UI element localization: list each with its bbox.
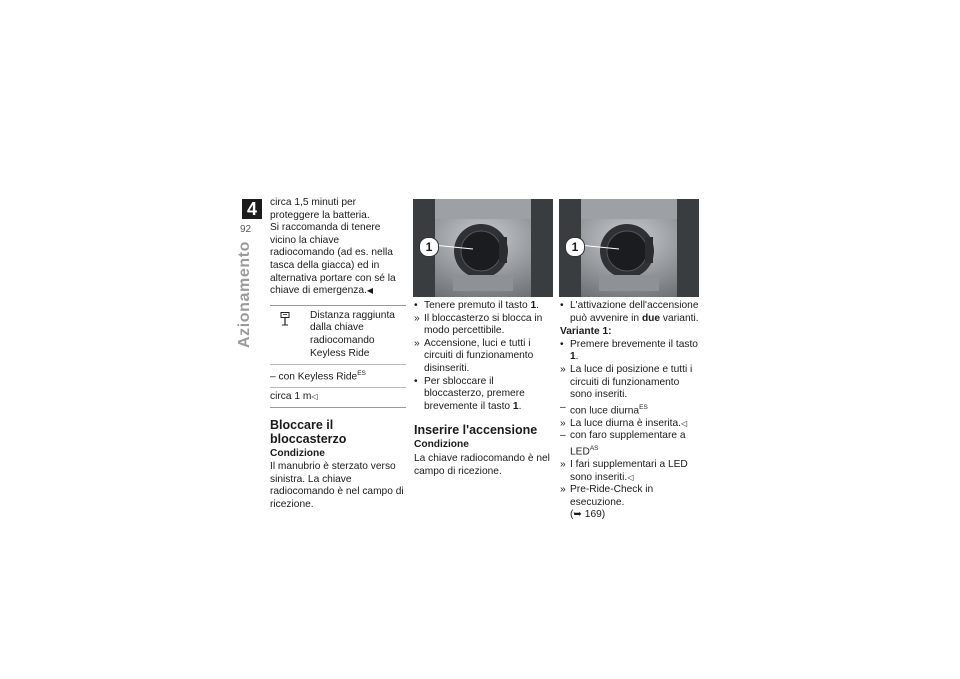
column-3: [560, 300, 700, 522]
list-item: » I fari supplementari a LED sono inseriti.◁: [560, 458, 688, 483]
list-item: » La luce di posizione e tutti i circuiti di funzionamento sono inseriti.: [560, 363, 693, 401]
condition-heading: Condizione: [270, 447, 325, 459]
section-heading: Bloccare il bloccasterzo: [270, 417, 347, 446]
list-item: • Per sbloccare il bloccasterzo, premere brevemente il tasto 1.: [414, 375, 525, 412]
chapter-title: Azionamento: [236, 240, 253, 348]
step-list: [560, 339, 700, 522]
key-fob-icon: [280, 312, 290, 326]
intro-list: [560, 300, 700, 325]
variant-heading: Variante 1:: [560, 326, 612, 338]
figure-label: 1: [419, 237, 439, 257]
paragraph: Il manubrio è sterzato verso sinistra. La chiave radiocomando è nel campo di ricezione.: [270, 461, 404, 511]
list-item: – con faro supplementare a $LED^{AS}$: [560, 430, 686, 458]
spec-box: [270, 305, 406, 408]
list-item: » Il bloccasterzo si blocca in modo percettibile.: [414, 312, 543, 337]
list-item: • Tenere premuto il tasto 1.: [414, 300, 539, 311]
arrow-right-icon: ➥: [573, 509, 582, 521]
paragraph: Si raccomanda di tenere vicino la chiave radiocomando (ad es. nella tasca della giacca) ed in alternativa portare con sé la chiave di emergenza.◀: [270, 222, 396, 297]
spec-value: circa 1 m◁: [270, 387, 406, 407]
list-item: • L'attivazione dell'accensione può avvenire in due varianti.: [560, 300, 699, 324]
end-triangle-icon: ◁: [311, 392, 318, 402]
spec-condition: – con Keyless Ride$^{ES}$: [270, 364, 406, 387]
column-1: [270, 197, 406, 512]
condition-heading: Condizione: [414, 439, 469, 451]
spec-title: Distanza raggiunta dalla chiave radiocomando Keyless Ride: [310, 309, 395, 359]
end-triangle-icon: ◁: [627, 472, 634, 482]
paragraph: La chiave radiocomando è nel campo di ricezione.: [414, 452, 550, 477]
section-heading: Inserire l'accensione: [414, 423, 538, 438]
list-item: » La luce diurna è inserita.◁: [560, 417, 688, 429]
end-triangle-icon: ◀: [366, 286, 373, 296]
column-2: [414, 300, 552, 478]
page-reference[interactable]: (➥ 169): [570, 509, 606, 521]
chapter-number: 4: [242, 199, 262, 219]
paragraph: circa 1,5 minuti per proteggere la batteria.: [270, 197, 370, 221]
list-item: – con luce diurna$^{ES}$: [560, 401, 648, 417]
end-triangle-icon: ◁: [681, 418, 688, 428]
spec-header: [270, 306, 406, 364]
handlebar-photo-lock: [413, 199, 553, 297]
page-number: 92: [240, 224, 252, 235]
figure-label: 1: [565, 237, 585, 257]
list-item: » Accensione, luci e tutti i circuiti di funzionamento disinseriti.: [414, 337, 534, 374]
list-item: » Pre-Ride-Check in esecuzione. (➥ 169): [560, 484, 654, 521]
handlebar-photo-ignition: [559, 199, 699, 297]
step-list: [414, 300, 552, 413]
list-item: • Premere brevemente il tasto 1.: [560, 338, 698, 363]
